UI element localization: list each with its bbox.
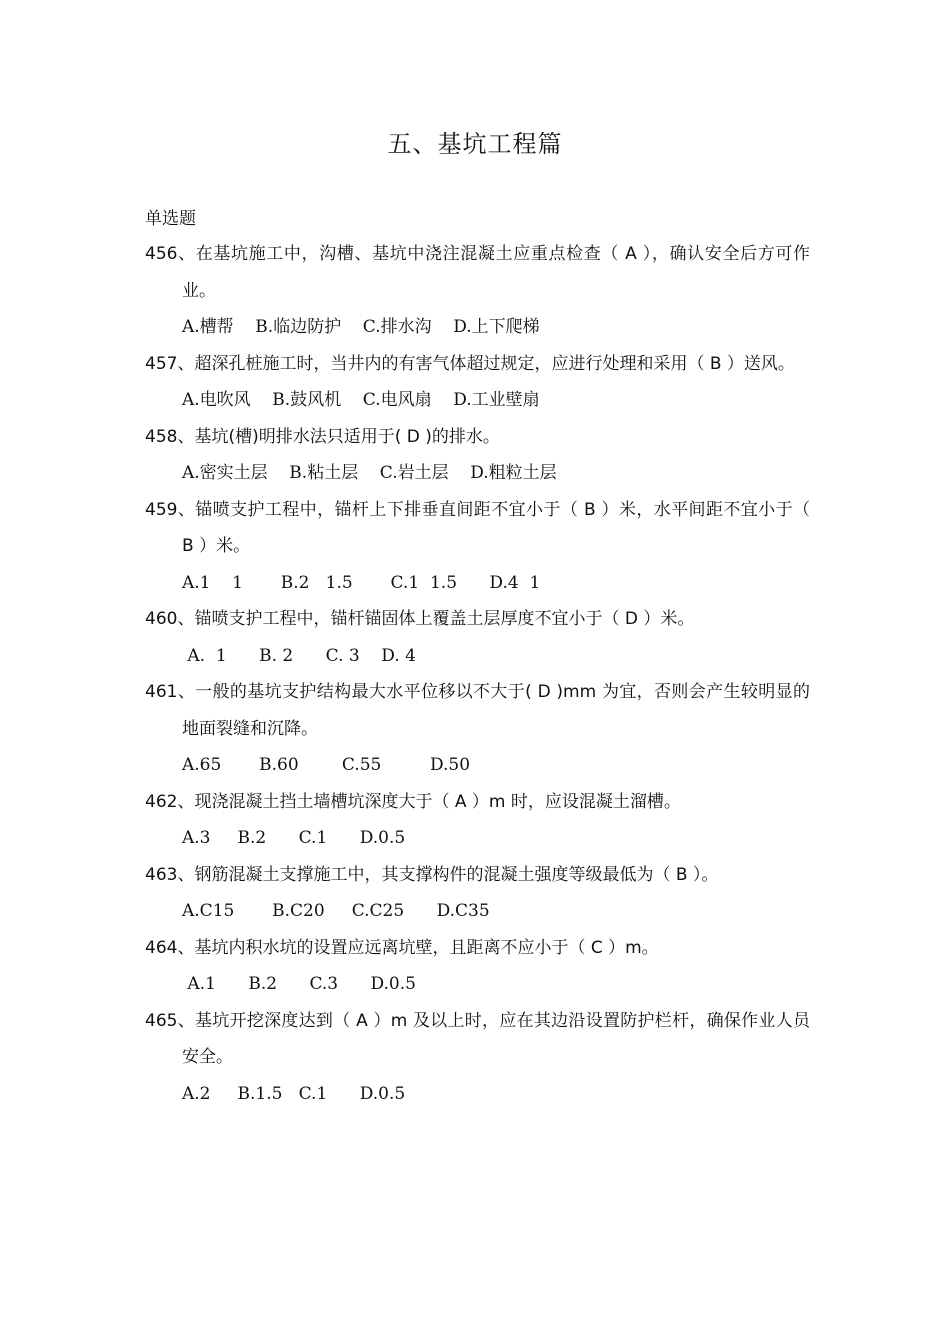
question-options: A.1 1 B.2 1.5 C.1 1.5 D.4 1 — [182, 572, 541, 593]
question-text: 461、一般的基坑支护结构最大水平位移以不大于( D )mm 为宜，否则会产生较明显的地面裂缝和沉降。 — [145, 682, 810, 739]
question-458 — [145, 419, 810, 492]
question-text: 463、钢筋混凝土支撑施工中，其支撑构件的混凝土强度等级最低为（ B ）。 — [145, 864, 719, 885]
question-text: 464、基坑内积水坑的设置应远离坑壁，且距离不应小于（ C ）m。 — [145, 937, 659, 958]
question-options: A.65 B.60 C.55 D.50 — [182, 755, 471, 775]
question-456 — [145, 236, 810, 346]
page-title: 五、基坑工程篇 — [387, 130, 563, 158]
question-460 — [145, 601, 810, 674]
question-text: 459、锚喷支护工程中，锚杆上下排垂直间距不宜小于（ B ）米，水平间距不宜小于（ B ）米。 — [145, 499, 810, 556]
question-462 — [145, 784, 810, 857]
question-options: A.电吹风 B.鼓风机 C.电风扇 D.工业壁扇 — [182, 390, 540, 410]
question-list — [145, 236, 810, 1112]
question-459 — [145, 492, 810, 602]
question-465 — [145, 1003, 810, 1113]
question-text: 460、锚喷支护工程中，锚杆锚固体上覆盖土层厚度不宜小于（ D ）米。 — [145, 609, 695, 629]
section-label: 单选题 — [145, 209, 196, 229]
question-457 — [145, 346, 810, 419]
question-text: 457、超深孔桩施工时，当井内的有害气体超过规定，应进行处理和采用（ B ）送风。 — [145, 353, 795, 374]
question-options: A.槽帮 B.临边防护 C.排水沟 D.上下爬梯 — [182, 317, 540, 337]
question-text: 456、在基坑施工中，沟槽、基坑中浇注混凝土应重点检查（ A ），确认安全后方可作业。 — [145, 244, 810, 301]
question-options: A. 1 B. 2 C. 3 D. 4 — [182, 645, 416, 666]
question-461 — [145, 674, 810, 784]
question-options: A.2 B.1.5 C.1 D.0.5 — [182, 1083, 406, 1104]
question-text: 458、基坑(槽)明排水法只适用于( D )的排水。 — [145, 426, 500, 447]
question-options: A.C15 B.C20 C.C25 D.C35 — [182, 901, 490, 921]
question-464 — [145, 930, 810, 1003]
question-463 — [145, 857, 810, 930]
question-text: 465、基坑开挖深度达到（ A ）m 及以上时，应在其边沿设置防护栏杆，确保作业人员安全。 — [145, 1010, 810, 1067]
question-options: A.密实土层 B.粘土层 C.岩土层 D.粗粒土层 — [182, 463, 557, 483]
question-text: 462、现浇混凝土挡土墙槽坑深度大于（ A ）m 时，应设混凝土溜槽。 — [145, 791, 681, 812]
question-options: A.3 B.2 C.1 D.0.5 — [182, 828, 406, 848]
question-options: A.1 B.2 C.3 D.0.5 — [182, 974, 416, 994]
